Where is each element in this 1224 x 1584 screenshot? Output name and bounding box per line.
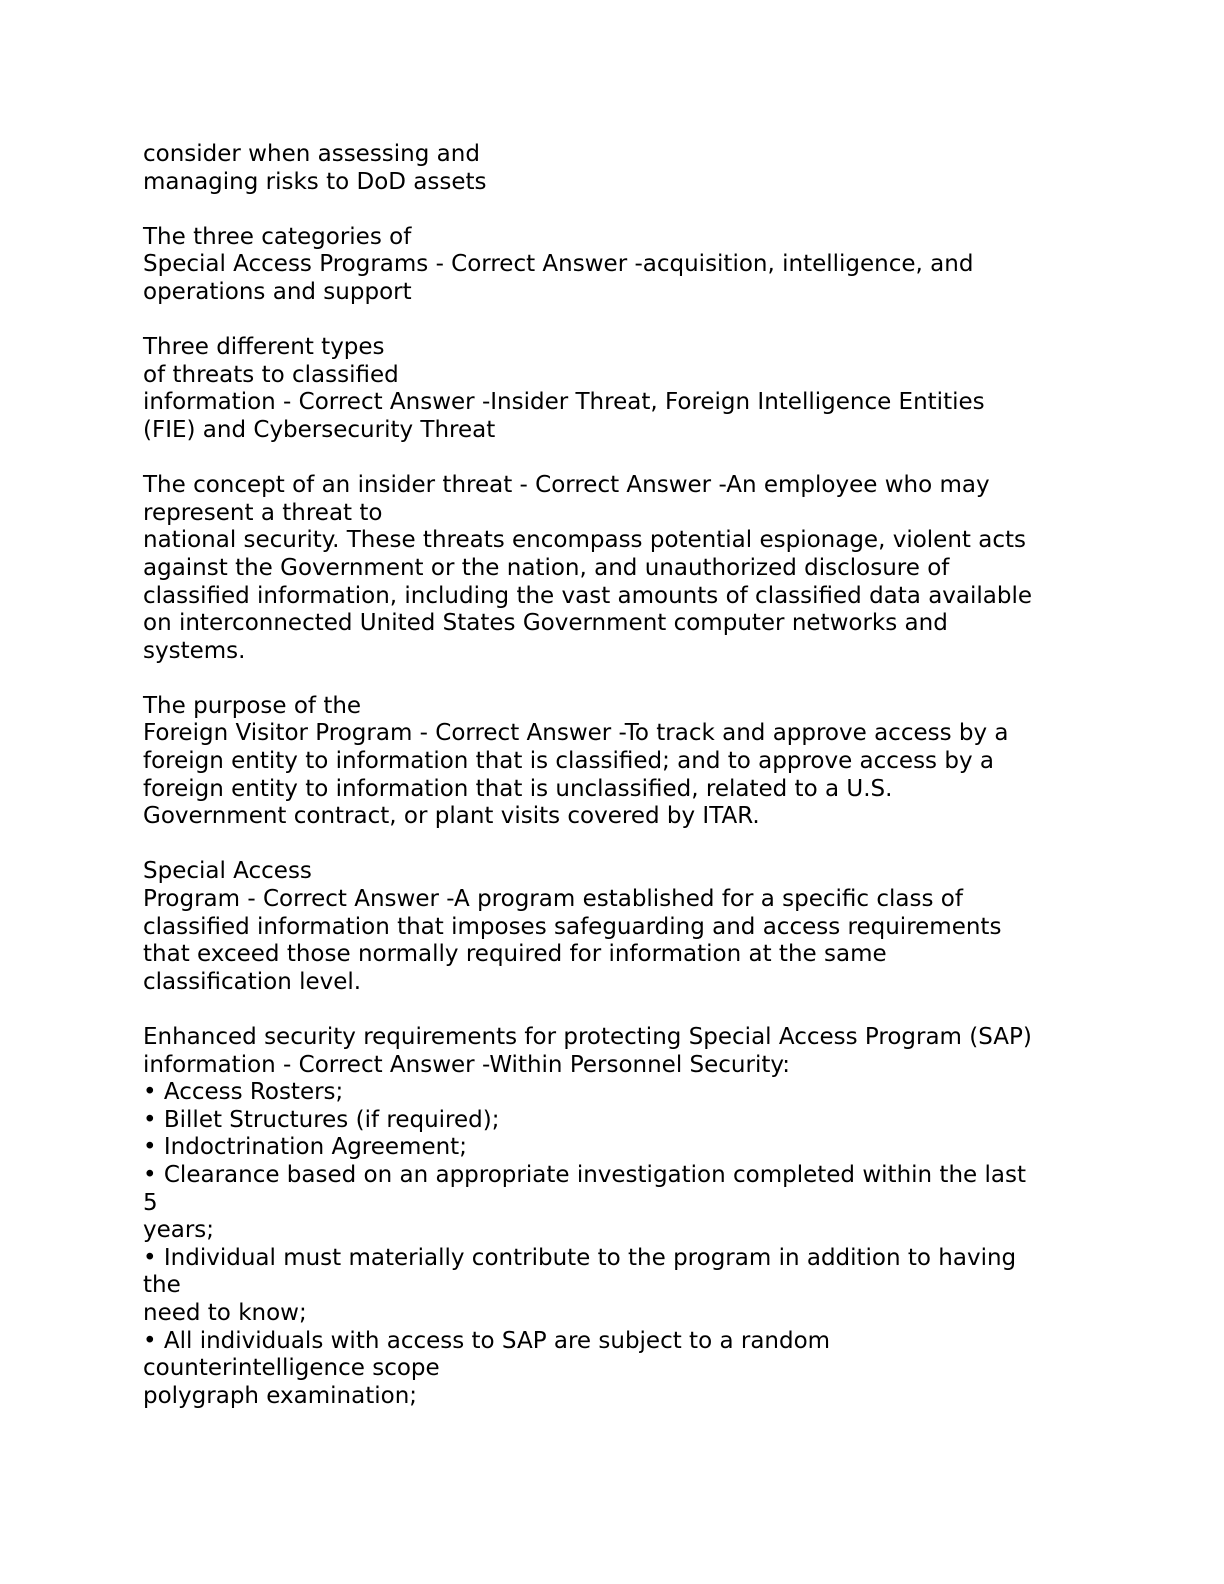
text-line: (FIE) and Cybersecurity Threat	[143, 416, 496, 443]
text-line: years;	[143, 1217, 215, 1244]
text-line: foreign entity to information that is classified; and to approve access by a	[143, 748, 994, 775]
text-line: that exceed those normally required for information at the same	[143, 941, 887, 968]
list-item: • Access Rosters;	[143, 1079, 344, 1106]
text-line: counterintelligence scope	[143, 1355, 440, 1382]
qa-block-insider-threat	[143, 472, 1083, 665]
text-line: operations and support	[143, 278, 412, 305]
text-line: information - Correct Answer -Insider Threat, Foreign Intelligence Entities	[143, 389, 985, 416]
qa-block-risk-assets	[143, 141, 1083, 196]
text-line: Enhanced security requirements for protecting Special Access Program (SAP)	[143, 1024, 1032, 1050]
paragraph-gap	[143, 665, 1083, 693]
text-line: foreign entity to information that is unclassified, related to a U.S.	[143, 775, 893, 802]
text-line: The concept of an insider threat - Correct Answer -An employee who may	[143, 472, 990, 499]
text-line: Foreign Visitor Program - Correct Answer -To track and approve access by a	[143, 720, 1009, 747]
list-item: • Individual must materially contribute to the program in addition to having	[143, 1244, 1017, 1271]
qa-block-foreign-visitor	[143, 693, 1083, 831]
qa-block-sap-security-requirements	[143, 1024, 1083, 1410]
paragraph-gap	[143, 445, 1083, 473]
paragraph-gap	[143, 196, 1083, 224]
text-line: national security. These threats encompass potential espionage, violent acts	[143, 527, 1026, 554]
text-line: represent a threat to	[143, 499, 383, 526]
text-line: classified information that imposes safeguarding and access requirements	[143, 913, 1002, 940]
text-line: of threats to classified	[143, 361, 399, 388]
text-line: on interconnected United States Government computer networks and	[143, 610, 948, 637]
paragraph-gap	[143, 996, 1083, 1024]
text-line: classification level.	[143, 968, 362, 995]
list-item: • Clearance based on an appropriate investigation completed within the last	[143, 1161, 1026, 1188]
paragraph-gap	[143, 831, 1083, 859]
text-line: the	[143, 1272, 181, 1299]
qa-block-threat-types	[143, 334, 1083, 444]
text-line: 5	[143, 1189, 158, 1216]
list-item: • All individuals with access to SAP are subject to a random	[143, 1327, 831, 1354]
qa-block-special-access-program	[143, 858, 1083, 996]
paragraph-gap	[143, 307, 1083, 335]
document-page	[143, 141, 1083, 1410]
text-line: Government contract, or plant visits covered by ITAR.	[143, 803, 760, 830]
text-line: need to know;	[143, 1299, 307, 1326]
text-line: against the Government or the nation, and unauthorized disclosure of	[143, 554, 950, 581]
text-line: classified information, including the vast amounts of classified data available	[143, 582, 1033, 609]
qa-block-sap-categories	[143, 224, 1083, 307]
list-item: • Billet Structures (if required);	[143, 1106, 500, 1133]
text-line: polygraph examination;	[143, 1382, 418, 1409]
text-line: The three categories of	[143, 223, 412, 250]
text-line: The purpose of the	[143, 692, 362, 719]
text-line: Three different types	[143, 334, 385, 361]
text-line: Special Access Programs - Correct Answer -acquisition, intelligence, and	[143, 251, 974, 278]
text-line: systems.	[143, 637, 246, 664]
text-line: Special Access	[143, 858, 312, 885]
text-line: consider when assessing and	[143, 141, 480, 167]
text-line: information - Correct Answer -Within Personnel Security:	[143, 1051, 791, 1078]
text-line: Program - Correct Answer -A program established for a specific class of	[143, 886, 963, 913]
text-line: managing risks to DoD assets	[143, 168, 487, 195]
list-item: • Indoctrination Agreement;	[143, 1134, 467, 1161]
